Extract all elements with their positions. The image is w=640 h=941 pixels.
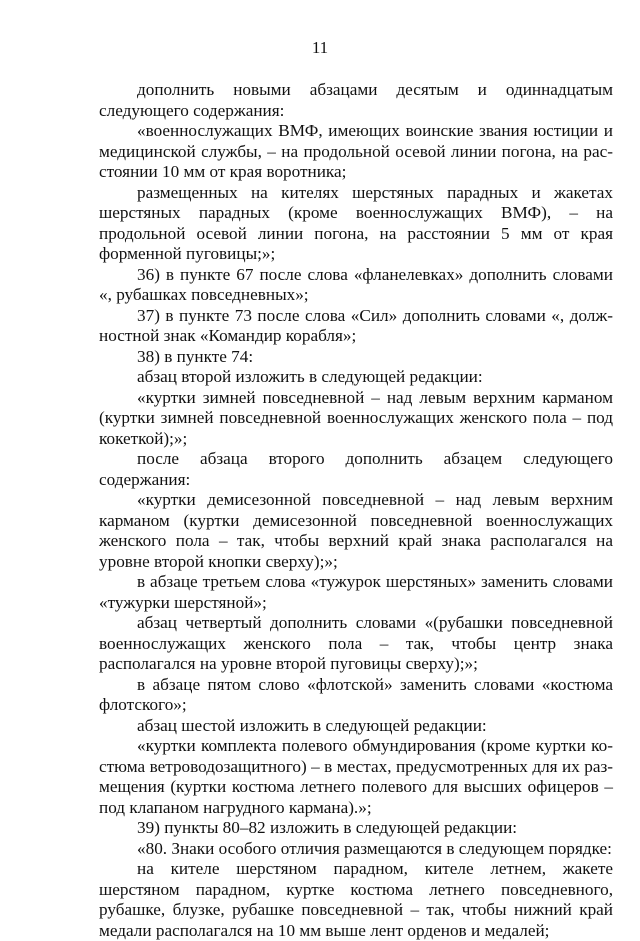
paragraph: «куртки зимней повседневной – над левым верхним карманом (куртки зимней повседневной военнослужащих женского пола – под кокеткой);»; bbox=[99, 387, 613, 448]
paragraph: абзац шестой изложить в следующей редакции: bbox=[137, 715, 487, 735]
paragraph: 38) в пункте 74: bbox=[137, 346, 254, 366]
page-number: 11 bbox=[311, 38, 329, 57]
paragraph: «военнослужащих ВМФ, имеющих воинские звания юстиции и медицинской службы, – на продольной осевой линии погона, на расстоянии 10 мм от края воротника; bbox=[99, 121, 613, 181]
paragraph: после абзаца второго дополнить абзацем следующего содержания: bbox=[99, 449, 613, 489]
paragraph: «куртки комплекта полевого обмундирования (кроме куртки костюма ветроводозащитного) – в местах, предусмотренных для их размещения (куртки костюма летнего полевого для высших офицеров – под клапаном нагрудного кармана).»; bbox=[99, 736, 613, 817]
document-body bbox=[99, 80, 613, 941]
paragraph: 36) в пункте 67 после слова «фланелевках» дополнить словами «, рубашках повседневных»; bbox=[99, 264, 613, 304]
paragraph: «куртки демисезонной повседневной – над левым верхним карманом (куртки демисезонной повседневной военнослужащих женского пола – так, чтобы верхний край знака располагался на уровне второй кнопки сверху);»; bbox=[99, 490, 613, 571]
paragraph: абзац четвертый дополнить словами «(рубашки повседневной военнослужащих женского пола – так, чтобы центр знака располагался на уровне второй пуговицы сверху);»; bbox=[99, 613, 613, 673]
paragraph: абзац второй изложить в следующей редакции: bbox=[137, 367, 483, 386]
paragraph: в абзаце третьем слова «тужурок шерстяных» заменить словами «тужурки шерстяной»; bbox=[99, 572, 613, 612]
paragraph: 39) пункты 80–82 изложить в следующей редакции: bbox=[137, 818, 518, 837]
paragraph: на кителе шерстяном парадном, кителе летнем, жакете шерстяном парадном, куртке костюма летнего повседневного, рубашке, блузке, рубашке повседневной – так, чтобы нижний край медали располагался на 10 мм выше лент орденов и медалей; bbox=[99, 859, 613, 940]
paragraph: размещенных на кителях шерстяных парадных и жакетах шерстяных парадных (кроме военнослужащих ВМФ), – на продольной осевой линии погона, на расстоянии 5 мм от края форменной пуговицы;»; bbox=[99, 182, 613, 263]
paragraph: 37) в пункте 73 после слова «Сил» дополнить словами «, должностной знак «Командир корабля»; bbox=[99, 305, 613, 345]
paragraph: «80. Знаки особого отличия размещаются в следующем порядке: bbox=[137, 838, 612, 858]
paragraph: в абзаце пятом слово «флотской» заменить словами «костюма флотского»; bbox=[99, 674, 613, 714]
paragraph: дополнить новыми абзацами десятым и одиннадцатым следующего содержания: bbox=[99, 80, 613, 120]
